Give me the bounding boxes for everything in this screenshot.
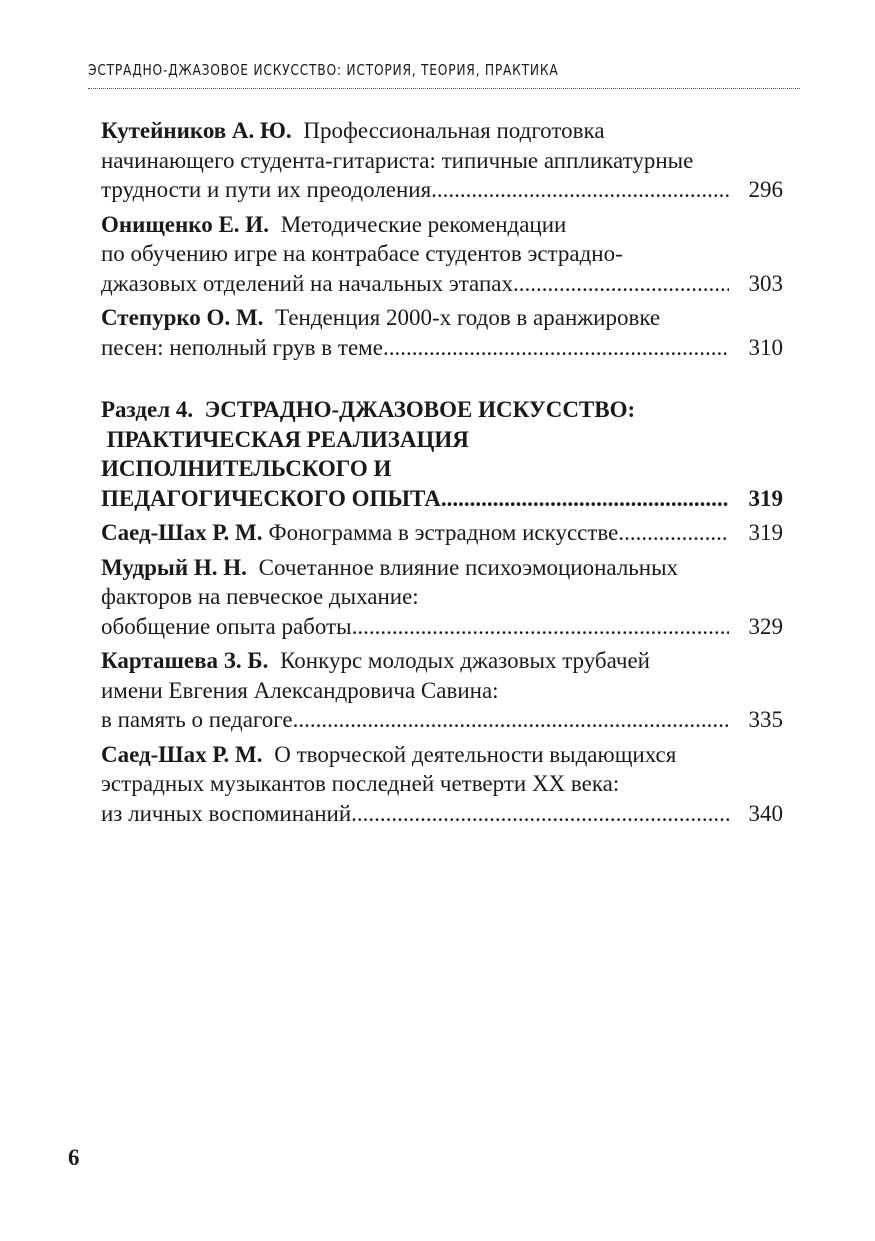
toc-entry-first-line [101,553,783,583]
section-page[interactable]: 319 [748,485,783,511]
section-last-line [101,484,783,514]
toc-entry[interactable] [101,116,783,205]
dot-leader [351,799,729,829]
toc-entry-first-line [101,740,783,770]
toc-entry-title: Конкурс молодых джазовых трубачей [280,648,650,673]
toc-entry-title-line: начинающего студента-гитариста: типичные аппликатурные [101,147,694,173]
toc-entry-first-line [101,303,783,333]
toc-entry-author: Кутейников А. Ю. [101,118,292,143]
toc-entry-author: Степурко О. М. [101,305,264,330]
toc-entry-title-line: трудности и пути их преодоления [101,177,432,202]
toc-entry[interactable] [101,303,783,362]
dot-leader [513,269,729,299]
toc-entry-title: Тенденция 2000-х годов в аранжировке [275,305,661,330]
toc-entry[interactable] [101,740,783,829]
toc-entry-title: Методические рекомендации [280,211,567,237]
toc-entry-title-line: имени Евгения Александровича Савина: [101,677,499,703]
dot-leader [618,518,729,548]
toc-entry[interactable] [101,518,783,548]
toc-entry-last-line [101,518,783,548]
toc-entry-title-line: по обучению игре на контрабасе студентов эстрадно- [101,241,623,266]
toc-entry-title-line: песен: неполный грув в теме [101,334,383,360]
section-title-line: ИСПОЛНИТЕЛЬСКОГО И [101,456,392,481]
toc-entry[interactable] [101,553,783,642]
toc-entry-title: О творческой деятельности выдающихся [274,741,677,767]
toc-entry-title: Профессиональная подготовка [303,118,605,143]
toc-entry-title-line: обобщение опыта работы [101,613,352,639]
page-number: 6 [68,1145,80,1170]
toc-entry-first-line [101,210,783,240]
toc-entry-last-line [101,799,783,829]
section-title-line: ПРАКТИЧЕСКАЯ РЕАЛИЗАЦИЯ [101,426,469,452]
toc-entry[interactable] [101,210,783,299]
toc-entry-title-line: эстрадных музыкантов последней четверти XX века: [101,771,620,796]
dot-leader [441,484,729,514]
toc-entry-author: Саед-Шах Р. М. [101,741,263,767]
toc-entry[interactable] [101,646,783,735]
section-title-line: Раздел 4. ЭСТРАДНО-ДЖАЗОВОЕ ИСКУССТВО: [101,397,636,422]
toc-entry-author: Онищенко Е. И. [101,211,269,237]
table-of-contents [101,116,783,833]
toc-entry-page[interactable]: 329 [748,613,783,639]
toc-entry-page[interactable]: 335 [748,707,783,732]
toc-entry-page[interactable]: 296 [748,177,783,202]
toc-section-heading[interactable] [101,395,783,513]
dot-leader [383,333,729,363]
dot-leader [352,612,729,642]
dot-leader [431,175,729,205]
toc-entry-title-line: из личных воспоминаний [101,800,352,826]
toc-entry-title: Фонограмма в эстрадном искусстве [268,520,619,545]
toc-entry-page[interactable]: 319 [748,520,783,545]
running-header: ЭСТРАДНО-ДЖАЗОВОЕ ИСКУССТВО: ИСТОРИЯ, ТЕОРИЯ, ПРАКТИКА [88,61,559,79]
section-title-line: ПЕДАГОГИЧЕСКОГО ОПЫТА [101,485,441,511]
toc-entry-page[interactable]: 303 [748,270,783,296]
dot-leader [293,705,729,735]
toc-entry-last-line [101,705,783,735]
toc-entry-title-line: факторов на певческое дыхание: [101,584,419,609]
toc-entry-last-line [101,175,783,205]
toc-entry-title-line: в память о педагоге [101,707,293,732]
toc-entry-last-line [101,269,783,299]
toc-entry-title-line: джазовых отделений на начальных этапах [101,270,513,296]
toc-entry-last-line [101,333,783,363]
toc-entry-author: Мудрый Н. Н. [101,554,247,580]
header-divider [88,88,800,89]
toc-entry-first-line [101,116,783,146]
toc-entry-page[interactable]: 340 [748,800,783,826]
toc-entry-first-line [101,646,783,676]
toc-entry-author: Саед-Шах Р. М. [101,520,263,545]
toc-entry-page[interactable]: 310 [748,334,783,360]
toc-entry-author: Карташева З. Б. [101,648,269,673]
toc-entry-title: Сочетанное влияние психоэмоциональных [258,554,679,580]
toc-entry-last-line [101,612,783,642]
toc-entry-first-line [101,518,618,548]
